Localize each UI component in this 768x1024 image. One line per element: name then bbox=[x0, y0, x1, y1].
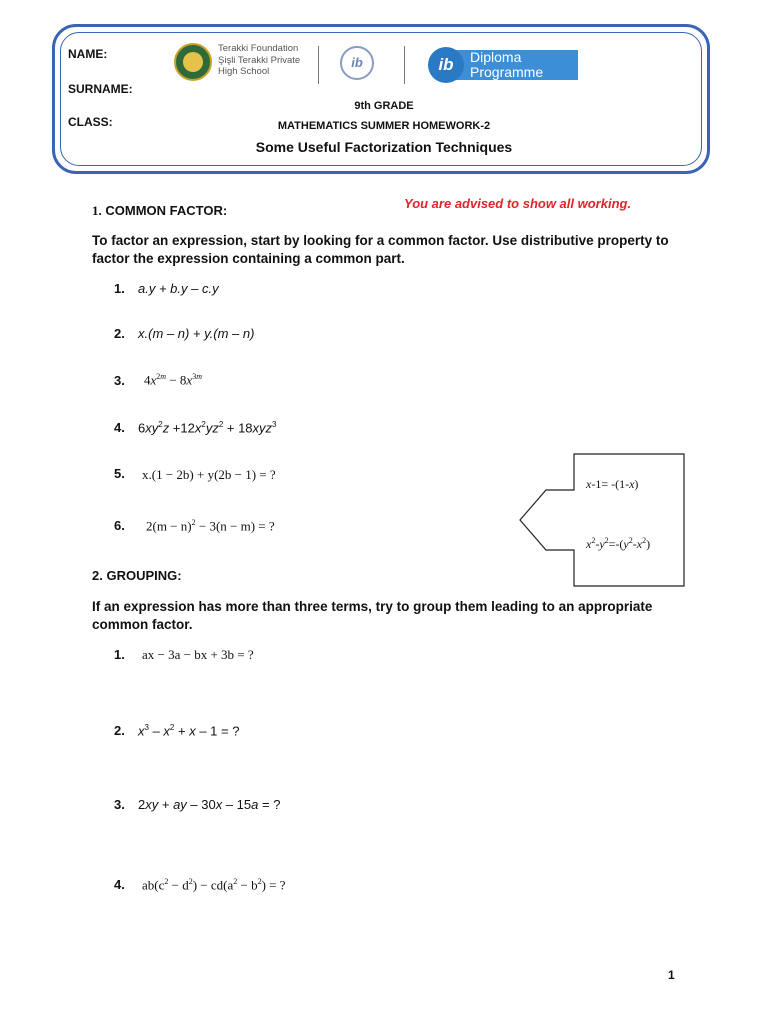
item-number: 4. bbox=[114, 420, 125, 435]
expression: $4x^{2m} - 8x^{3m}$ bbox=[144, 372, 202, 388]
expression: 2xy + ay – 30x – 15a = ? bbox=[138, 797, 281, 812]
expression: x.(1 − 2b) + y(2b − 1) = ? bbox=[142, 467, 276, 482]
surname-label: SURNAME: bbox=[68, 82, 133, 96]
expression: $2(m - n)^2 - 3(n - m)$ = ? bbox=[146, 518, 275, 534]
item-number: 5. bbox=[114, 466, 125, 481]
identity-two: $x^2-y^2=-(y^2-x^2)$ bbox=[586, 536, 651, 551]
item-number: 1. bbox=[114, 647, 125, 662]
section-heading: 2. GROUPING: bbox=[92, 568, 182, 583]
item-number: 6. bbox=[114, 518, 125, 533]
page-title: Some Useful Factorization Techniques bbox=[255, 139, 513, 155]
item-number: 2. bbox=[114, 326, 125, 341]
subject-line: MATHEMATICS SUMMER HOMEWORK-2 bbox=[277, 120, 491, 132]
section-heading: 1. COMMON FACTOR: bbox=[92, 203, 228, 218]
expression: x.(m – n) + y.(m – n) bbox=[138, 326, 255, 341]
item-number: 4. bbox=[114, 877, 125, 892]
grade-line: 9th GRADE bbox=[354, 100, 414, 112]
expression: ax − 3a − bx + 3b = ? bbox=[142, 647, 254, 662]
divider bbox=[404, 46, 405, 84]
identity-arrow-box bbox=[518, 452, 688, 588]
class-label: CLASS: bbox=[68, 115, 113, 129]
identity-one: x-1= -(1-x) bbox=[586, 477, 639, 491]
page-number: 1 bbox=[668, 968, 675, 982]
name-label: NAME: bbox=[68, 47, 108, 61]
item-number: 3. bbox=[114, 797, 125, 812]
item-number: 1. bbox=[114, 281, 125, 296]
expression: $x^3 - x^2 + x - 1$ = ? bbox=[138, 723, 240, 739]
expression: $ab(c^2 - d^2) - cd(a^2 - b^2)$ = ? bbox=[142, 877, 286, 893]
ib-logo-icon: ib bbox=[340, 46, 374, 80]
divider bbox=[318, 46, 319, 84]
item-number: 2. bbox=[114, 723, 125, 738]
item-number: 3. bbox=[114, 373, 125, 388]
diploma-programme-logo: Diploma Programme ib bbox=[428, 47, 578, 83]
school-name: Terakki Foundation Şişli Terakki Private High School bbox=[218, 43, 301, 77]
expression: $6xy^2z +12x^2yz^2 + 18xyz^3$ bbox=[138, 420, 277, 436]
advice-note: You are advised to show all working. bbox=[404, 196, 632, 211]
section-intro: To factor an expression, start by looking for a common factor. Use distributive property to factor the expression containing a common part. bbox=[92, 233, 669, 266]
expression: a.y + b.y – c.y bbox=[138, 281, 219, 296]
section-intro: If an expression has more than three terms, try to group them leading to an appropriate common factor. bbox=[92, 599, 653, 632]
ib-dp-icon: ib bbox=[428, 47, 464, 83]
school-seal-icon bbox=[174, 43, 212, 81]
